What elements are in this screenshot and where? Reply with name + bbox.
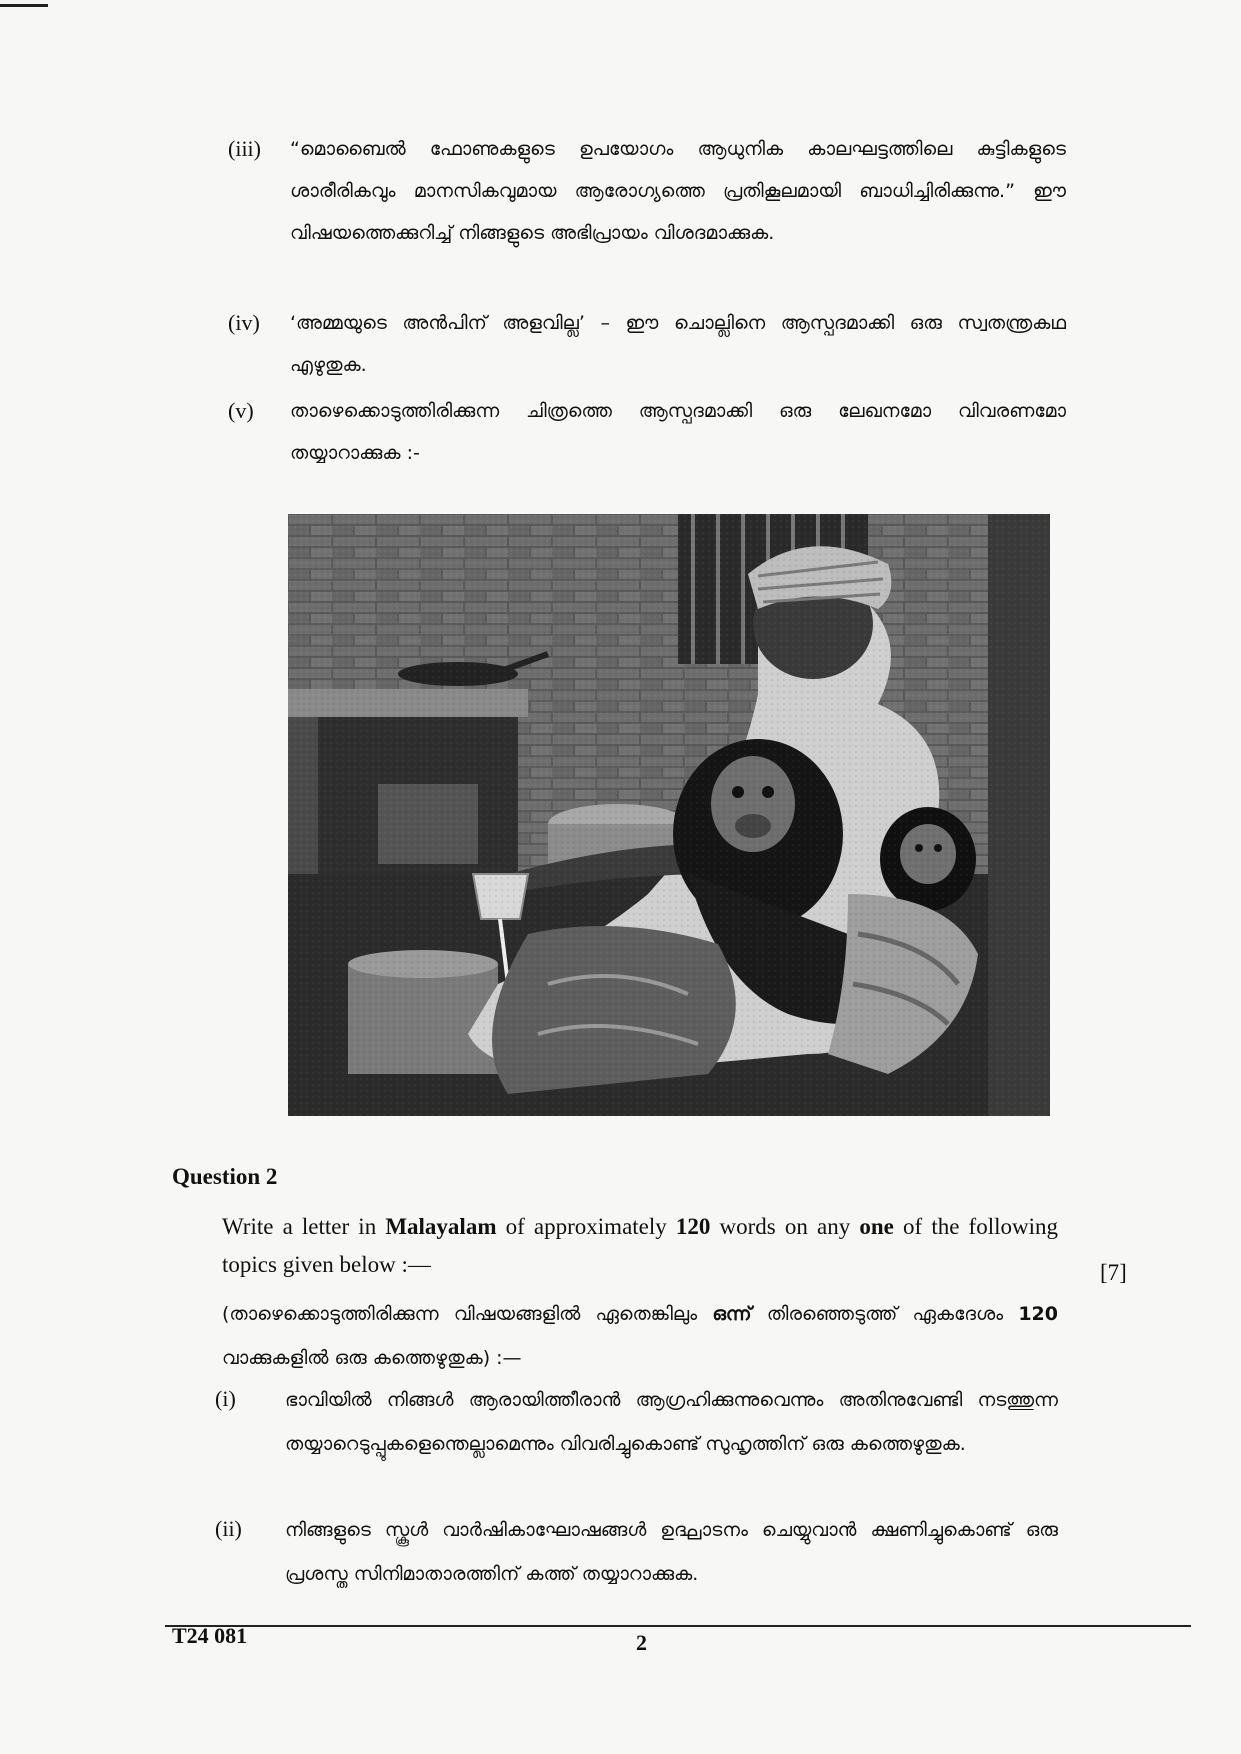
item-text: താഴെക്കൊടുത്തിരിക്കുന്ന ചിത്രത്തെ ആസ്പദമാക്കി ഒരു ലേഖനമോ വിവരണമോ തയ്യാറാക്കുക :-: [290, 400, 1066, 464]
question2-item-i: [215, 1378, 1058, 1510]
question2-marks: [7]: [1100, 1260, 1127, 1285]
item-number: (iv): [228, 310, 260, 335]
question2-instructions-english: [222, 1208, 1058, 1284]
instruction-emphasis-one: one: [859, 1214, 894, 1239]
instruction-text: Write a letter in: [222, 1214, 386, 1239]
page-number: 2: [636, 1630, 647, 1655]
question2-heading: Question 2: [172, 1164, 278, 1189]
item-number: (v): [228, 398, 254, 423]
instruction-text: തിരഞ്ഞെടുത്ത് ഏകദേശം: [751, 1303, 1019, 1325]
instruction-text: വാക്കുകളിൽ ഒരു കത്തെഴുതുക) :—: [222, 1347, 522, 1369]
top-edge-mark: [0, 4, 48, 7]
question2-item-ii: [215, 1508, 1058, 1596]
instruction-text: words on any: [710, 1214, 860, 1239]
item-text: ‘അമ്മയുടെ അൻപിന് അളവില്ല’ – ഈ ചൊല്ലിനെ ആസ്പദമാക്കി ഒരു സ്വതന്ത്രകഥ എഴുതുക.: [290, 312, 1066, 376]
instruction-emphasis-one: ഒന്ന്: [712, 1303, 752, 1325]
item-number: (i): [215, 1386, 236, 1411]
instruction-text: of the following topics given below :—: [222, 1214, 1058, 1277]
item-text: നിങ്ങളുടെ സ്കൂൾ വാർഷികാഘോഷങ്ങൾ ഉദ്ഘാടനം ചെയ്യുവാൻ ക്ഷണിച്ചുകൊണ്ട് ഒരു പ്രശസ്ത സിനിമാതാരത്തിന് കത്ത് തയ്യാറാക്കുക.: [285, 1519, 1058, 1585]
item-text: ഭാവിയിൽ നിങ്ങൾ ആരായിത്തീരാൻ ആഗ്രഹിക്കുന്നുവെന്നും അതിനുവേണ്ടി നടത്തുന്ന തയ്യാറെടുപ്പുകളെന്തെല്ലാമെന്നും വിവരിച്ചുകൊണ്ട് സുഹൃത്തിന് ഒരു കത്തെഴുതുക.: [285, 1389, 1058, 1455]
question1-item-v: [228, 390, 1066, 474]
question1-item-iv: [228, 302, 1066, 386]
instruction-emphasis-language: Malayalam: [385, 1214, 497, 1239]
photograph-illustration: [288, 514, 1050, 1116]
footer-divider: [165, 1625, 1191, 1627]
item-number: (ii): [215, 1516, 242, 1541]
instruction-emphasis-word-count: 120: [675, 1214, 711, 1239]
item-text: “മൊബൈൽ ഫോണുകളുടെ ഉപയോഗം ആധുനിക കാലഘട്ടത്തിലെ കുട്ടികളുടെ ശാരീരികവും മാനസികവുമായ ആരോഗ്യത്തെ പ്രതികൂലമായി ബാധിച്ചിരിക്കുന്നു.” ഈ വിഷയത്തെക്കുറിച്ച് നിങ്ങളുടെ അഭിപ്രായം വിശദമാക്കുക.: [290, 138, 1066, 244]
photograph-person-feeding-chimpanzees: [288, 514, 1050, 1116]
instruction-emphasis-word-count: 120: [1018, 1303, 1058, 1325]
item-number: (iii): [228, 136, 261, 161]
question2-instructions-malayalam: [222, 1292, 1058, 1380]
instruction-text: of approximately: [496, 1214, 676, 1239]
paper-code: T24 081: [172, 1623, 248, 1648]
question1-item-iii: [228, 128, 1066, 296]
instruction-text: (താഴെക്കൊടുത്തിരിക്കുന്ന വിഷയങ്ങളിൽ ഏതെങ്കിലും: [222, 1303, 713, 1325]
